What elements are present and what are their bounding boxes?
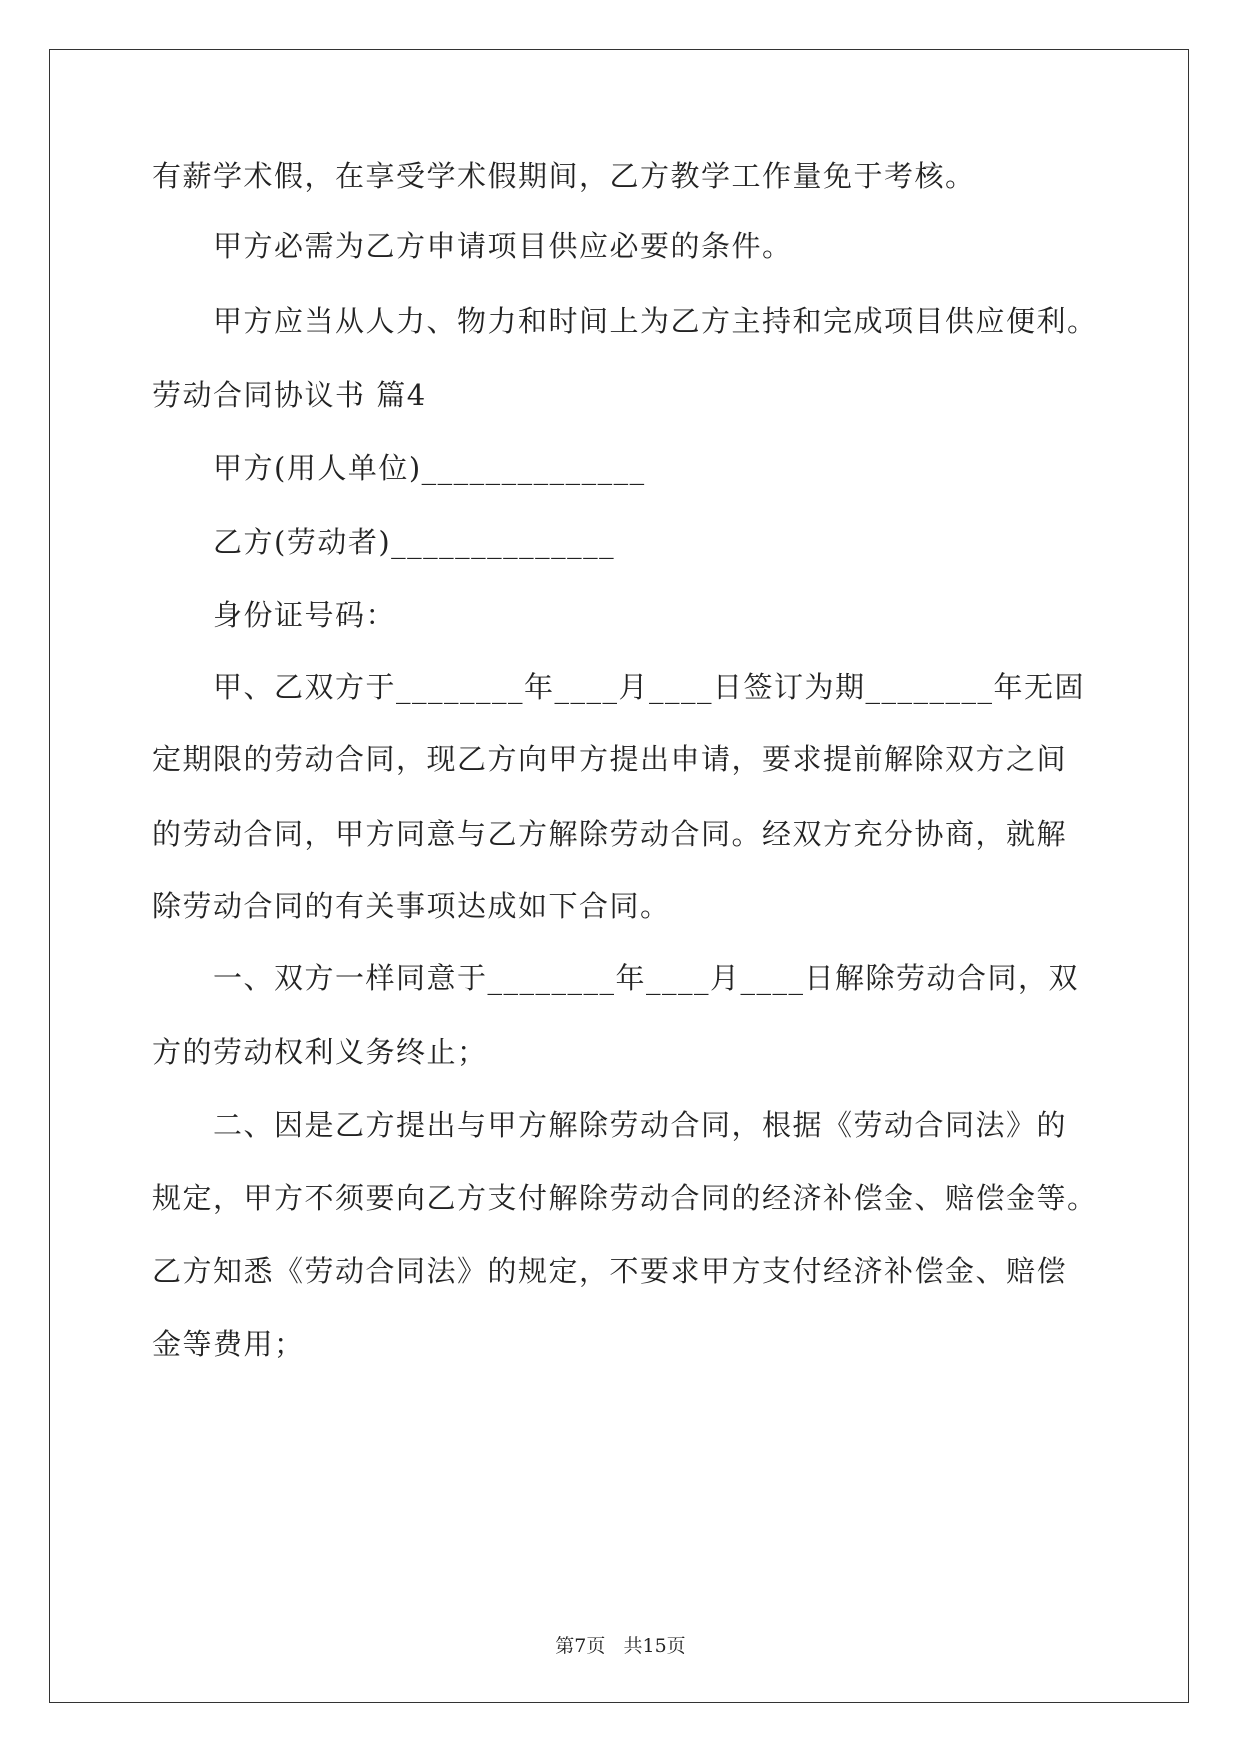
paragraph-line: 甲方必需为乙方申请项目供应必要的条件。 — [213, 229, 793, 263]
page-frame — [49, 49, 1189, 1703]
paragraph-line: 规定，甲方不须要向乙方支付解除劳动合同的经济补偿金、赔偿金等。 — [152, 1181, 1098, 1215]
page-number: 第7页 共15页 — [555, 1635, 686, 1657]
party-a-field: 甲方(用人单位)______________ — [213, 451, 646, 485]
paragraph-line: 方的劳动权利义务终止； — [152, 1035, 488, 1069]
paragraph-line: 有薪学术假，在享受学术假期间，乙方教学工作量免于考核。 — [152, 159, 976, 193]
id-number-field: 身份证号码： — [213, 598, 397, 632]
section-heading: 劳动合同协议书 篇4 — [152, 378, 427, 412]
paragraph-line: 金等费用； — [152, 1327, 305, 1361]
paragraph-line: 二、因是乙方提出与甲方解除劳动合同，根据《劳动合同法》的 — [213, 1108, 1068, 1142]
party-b-field: 乙方(劳动者)______________ — [213, 525, 616, 559]
paragraph-line: 除劳动合同的有关事项达成如下合同。 — [152, 889, 671, 923]
paragraph-line: 甲方应当从人力、物力和时间上为乙方主持和完成项目供应便利。 — [213, 304, 1098, 338]
paragraph-line: 一、双方一样同意于________年____月____日解除劳动合同，双 — [213, 961, 1080, 995]
paragraph-line: 的劳动合同，甲方同意与乙方解除劳动合同。经双方充分协商，就解 — [152, 817, 1068, 851]
paragraph-line: 甲、乙双方于________年____月____日签订为期________年无固 — [213, 670, 1086, 704]
paragraph-line: 定期限的劳动合同，现乙方向甲方提出申请，要求提前解除双方之间 — [152, 742, 1068, 776]
paragraph-line: 乙方知悉《劳动合同法》的规定，不要求甲方支付经济补偿金、赔偿 — [152, 1254, 1068, 1288]
